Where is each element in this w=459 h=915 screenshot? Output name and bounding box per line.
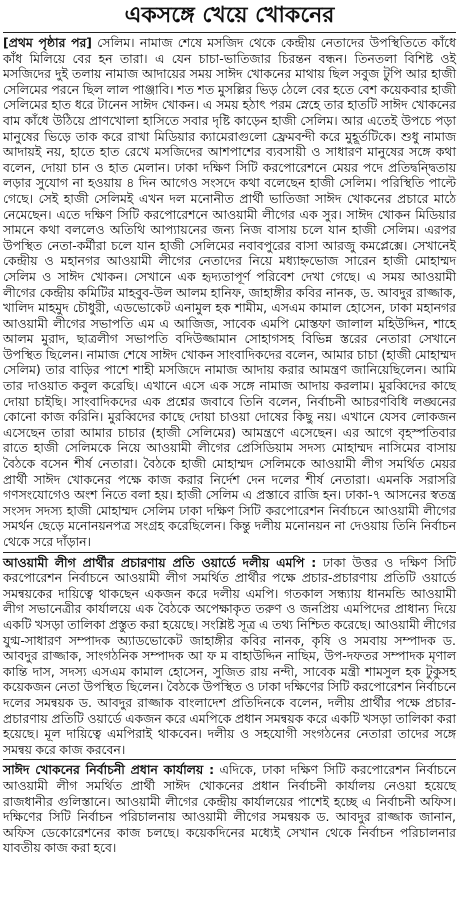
article-section-3 xyxy=(3,762,456,856)
headline: একসঙ্গে খেয়ে খোকনের xyxy=(3,0,456,33)
section-2-subhead: আওয়ামী লীগ প্রার্থীর প্রচারণায় প্রতি ওয়ার্ডে দলীয় এমপি : xyxy=(3,554,317,570)
article-section-2 xyxy=(3,555,456,758)
section-divider xyxy=(3,552,456,553)
section-1-body: সেলিম। নামাজ শেষে মসজিদ থেকে কেন্দ্রীয় নেতাদের উপস্থিতিতে কাঁধে কাঁধ মিলিয়ে বের হন তারা। এ যেন চাচা-ভাতিজার চিরন্তন বন্ধন। তিনতলা বিশিষ্ট ওই মসজিদের দুই তলায় নামাজ আদায়ের সময় সাঈদ খোকনের মাথায় ছিল সবুজ টুপি আর হাজী সেলিমের পরনে ছিল লাল পাঞ্জাবি। শত শত মুসল্লির ভিড় ঠেলে বের হতে বেশ কয়েকবার হাজী সেলিমের হাত ধরে টানেন সাঈদ খোকন। এ সময় হঠাৎ পরম স্নেহে তার হাতটি সাঈদ খোকনের বাম কাঁধে উঠিয়ে প্রাণখোলা হাসিতে সবার দৃষ্টি কাড়েন হাজী সেলিম। আর এতেই উপচে পড়া মানুষের ভিড়ে তাক করে রাখা মিডিয়ার ক্যামেরাগুলো ফ্রেমবন্দী করে মুহূর্তটিকে। শুধু নামাজ আদায়ই নয়, হাতে হাত রেখে মসজিদের আশপাশের ব্যবসায়ী ও সাধারণ মানুষের সঙ্গে কথা বলেন, দোয়া চান ও হাত মেলান। ঢাকা দক্ষিণ সিটি করপোরেশনে মেয়র পদে প্রতিদ্বন্দ্বিতায় লড়ার সুযোগ না হওয়ায় ৪ দিন আগেও সংসদে কথা বলেছেন হাজী সেলিম। পরিস্থিতি পাল্টে গেছে। সেই হাজী সেলিমই এখন দল মনোনীত প্রার্থী ভাতিজা সাঈদ খোকনের প্রচারে মাঠে নেমেছেন। এতে দক্ষিণ সিটি করপোরেশনে আওয়ামী লীগের এক সুর। সাঈদ খোকন মিডিয়ার সামনে কথা বললেও অতিথি আপ্যায়নের জন্য নিজ বাসায় চলে যান হাজী সেলিম। এরপর উপস্থিত নেতা-কর্মীরা চলে যান হাজী সেলিমের নবাবপুরের বাসা আরজু কমপ্লেক্সে। সেখানেই কেন্দ্রীয় ও মহানগর আওয়ামী লীগের নেতাদের নিয়ে মধ্যাহ্নভোজ সারেন হাজী মোহাম্মদ সেলিম ও সাঈদ খোকন। সেখানে এক হৃদ্যতাপূর্ণ পরিবেশ দেখা গেছে। এ সময় আওয়ামী লীগের কেন্দ্রীয় কমিটির মাহবুব-উল আলম হানিফ, জাহাঙ্গীর কবির নানক, ড. আবদুর রাজ্জাক, খালিদ মাহমুদ চৌধুরী, এডভোকেট এনামুল হক শামীম, এসএম কামাল হোসেন, ঢাকা মহানগর আওয়ামী লীগের সভাপতি এম এ আজিজ, সাবেক এমপি মোস্তফা জালাল মহিউদ্দিন, শাহে আলম মুরাদ, ছাত্রলীগ সভাপতি বদিউজ্জামান সোহাগসহ বিভিন্ন স্তরের নেতারা সেখানে উপস্থিত ছিলেন। নামাজ শেষে সাঈদ খোকন সাংবাদিকদের বলেন, আমার চাচা (হাজী মোহাম্মদ সেলিম) তার বাড়ির পাশে শাহী মসজিদে নামাজ আদায় করার আমন্ত্রণ জানিয়েছিলেন। আমি তার দাওয়াত কবুল করেছি। এখানে এসে এক সঙ্গে নামাজ আদায় করলাম। মুরব্বিদের কাছে দোয়া চাইছি। সাংবাদিকদের এক প্রশ্নের জবাবে তিনি বলেন, নির্বাচনী আচরণবিধি লঙ্ঘনের কোনো কাজ করিনি। মুরব্বিদের কাছে দোয়া চাওয়া দোষের কিছু নয়। এখানে যেসব লোকজন এসেছেন তারা আমার চাচার (হাজী সেলিমের) আমন্ত্রণে এসেছেন। এর আগে বৃহস্পতিবার রাতে হাজী সেলিমকে নিয়ে আওয়ামী লীগের প্রেসিডিয়াম সদস্য মোহাম্মদ নাসিমের বাসায় বৈঠকে বসেন শীর্ষ নেতারা। বৈঠকে হাজী মোহাম্মদ সেলিমকে আওয়ামী লীগ সমর্থিত মেয়র প্রার্থী সাঈদ খোকনের পক্ষে কাজ করার নির্দেশ দেন দলের শীর্ষ নেতারা। এমনকি সরাসরি গণসংযোগেও অংশ নিতে বলা হয়। হাজী সেলিম এ প্রস্তাবে রাজি হন। ঢাকা-৭ আসনের স্বতন্ত্র সংসদ সদস্য হাজী মোহাম্মদ সেলিম ঢাকা দক্ষিণ সিটি করপোরেশন নির্বাচনে আওয়ামী লীগের সমর্থন ছেড়ে মনোনয়নপত্র সংগ্রহ করেছিলেন। কিন্তু দলীয় মনোনয়ন না দেওয়ায় তিনি নির্বাচন থেকে সরে দাঁড়ান। xyxy=(3,35,456,549)
section-3-subhead: সাঈদ খোকনের নির্বাচনী প্রধান কার্যালয় : xyxy=(3,762,215,778)
section-2-body: ঢাকা উত্তর ও দক্ষিণ সিটি করপোরেশন নির্বাচনে আওয়ামী লীগ সমর্থিত প্রার্থীর পক্ষে প্রচার-প্রচারণায় প্রতিটি ওয়ার্ডে সমন্বয়কের দায়িত্বে থাকছেন একজন করে দলীয় এমপি। গতকাল সন্ধ্যায় ধানমন্ডি আওয়ামী লীগ সভানেত্রীর কার্যালয়ে এক বৈঠকে অপেক্ষাকৃত তরুণ ও জনপ্রিয় এমপিদের প্রাধান্য দিয়ে একটি খসড়া তালিকা প্রস্তুত করা হয়েছে। সংশ্লিষ্ট সূত্র এ তথ্য নিশ্চিত করেছে। আওয়ামী লীগের যুগ্ম-সাধারণ সম্পাদক অ্যাডভোকেট জাহাঙ্গীর কবির নানক, কৃষি ও সমবায় সম্পাদক ড. আবদুর রাজ্জাক, সাংগঠনিক সম্পাদক আ ফ ম বাহাউদ্দিন নাছিম, উপ-দফতর সম্পাদক মৃণাল কান্তি দাস, সদস্য এসএম কামাল হোসেন, সুজিত রায় নন্দী, সাবেক মন্ত্রী শামসুল হক টুকুসহ কয়েকজন নেতা উপস্থিত ছিলেন। বৈঠকে উপস্থিত ও ঢাকা দক্ষিণের সিটি করপোরেশন নির্বাচনে দলের সমন্বয়ক ড. আবদুর রাজ্জাক বাংলাদেশ প্রতিদিনকে বলেন, দলীয় প্রার্থীর পক্ষে প্রচার-প্রচারণায় প্রতিটি ওয়ার্ডে একজন করে এমপিকে প্রধান সমন্বয়ক করে একটি খসড়া তালিকা করা হয়েছে। মূল দায়িত্বে এমপিরাই থাকবেন। দলীয় ও সহযোগী সংগঠনের নেতারা তাদের সঙ্গে সমন্বয় করে কাজ করবেন। xyxy=(3,554,456,757)
continuation-marker: [প্রথম পৃষ্ঠার পর] xyxy=(3,35,92,50)
section-divider xyxy=(3,759,456,760)
article-section-1 xyxy=(3,35,456,550)
section-3-body: এদিকে, ঢাকা দক্ষিণ সিটি করপোরেশন নির্বাচনে আওয়ামী লীগ সমর্থিত প্রার্থী সাঈদ খোকনের প্রধান নির্বাচনী কার্যালয় নেওয়া হয়েছে রাজধানীর গুলিস্তানে। আওয়ামী লীগের কেন্দ্রীয় কার্যালয়ের পাশেই হচ্ছে এ নির্বাচনী অফিস। দক্ষিণের সিটি নির্বাচন পরিচালনায় আওয়ামী লীগের সমন্বয়ক ড. আবদুর রাজ্জাক জানান, অফিস ডেকোরেশনের কাজ চলছে। কয়েকদিনের মধ্যেই সেখান থেকে নির্বাচন পরিচালনার যাবতীয় কাজ করা হবে। xyxy=(3,762,456,856)
